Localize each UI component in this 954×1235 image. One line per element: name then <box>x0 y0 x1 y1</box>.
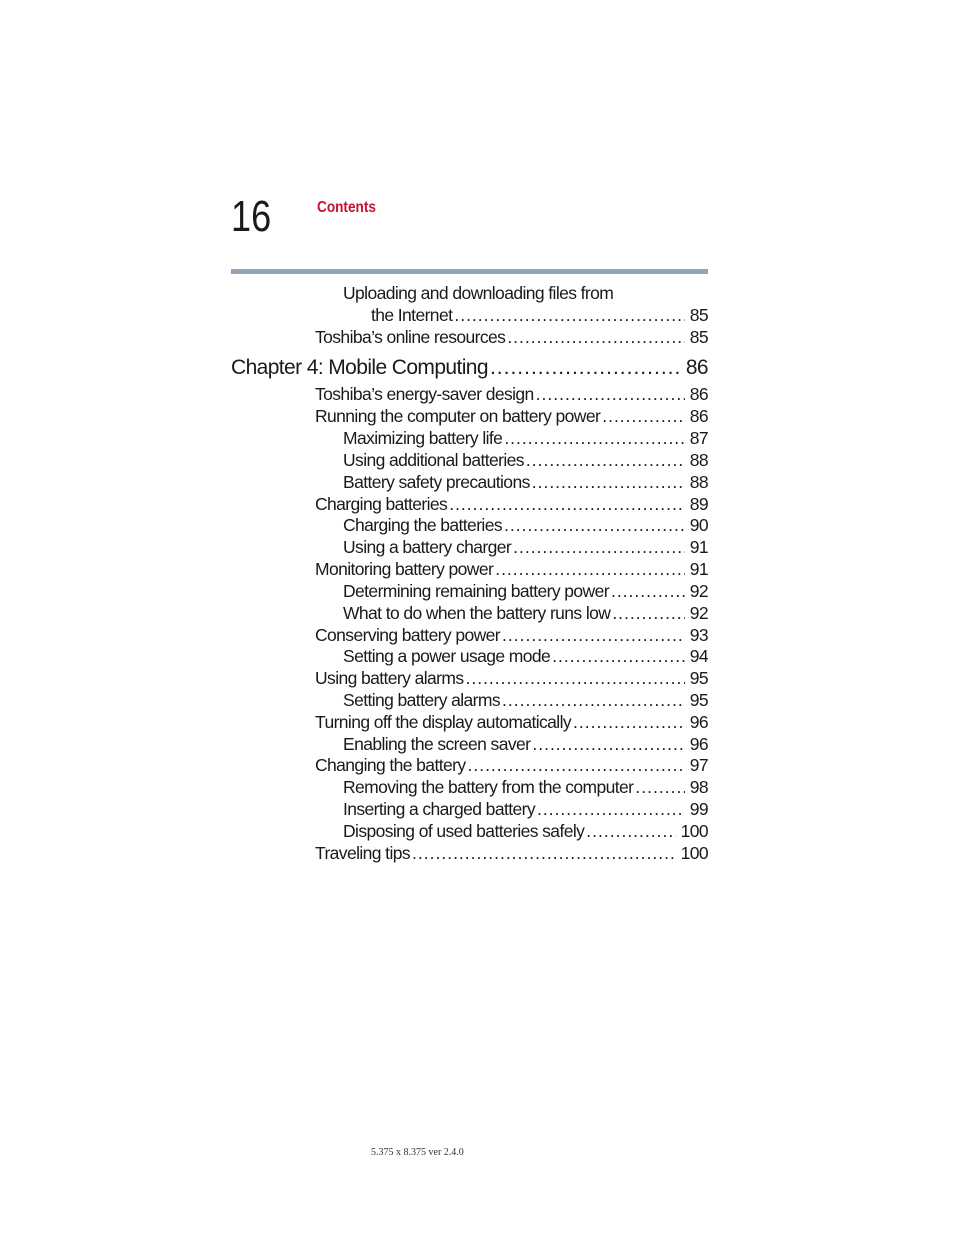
toc-entry <box>343 514 708 536</box>
dot-leader <box>502 689 685 711</box>
toc-entry <box>343 471 708 493</box>
dot-leader <box>465 667 684 689</box>
dot-leader <box>602 405 685 427</box>
toc-entry-page: 92 <box>689 581 708 601</box>
toc-entry <box>343 602 708 624</box>
toc-entry-page: 95 <box>689 690 708 710</box>
toc-entry-page: 91 <box>689 559 708 579</box>
dot-leader <box>504 427 684 449</box>
toc-entry <box>315 667 708 689</box>
dot-leader <box>612 602 684 624</box>
toc-entry-title: What to do when the battery runs low <box>343 603 611 623</box>
toc-entry-page: 85 <box>689 305 708 325</box>
toc-entry <box>343 733 708 755</box>
toc-entry-page: 94 <box>689 646 708 666</box>
toc-entry-title: Using additional batteries <box>343 450 524 470</box>
toc-entry-title: Uploading and downloading files from <box>343 283 614 303</box>
toc-entry-title: Setting a power usage mode <box>343 646 551 666</box>
toc-entry-title: Toshiba’s energy-saver design <box>315 384 534 404</box>
toc-entry-title: Monitoring battery power <box>315 559 494 579</box>
dot-leader <box>513 536 685 558</box>
toc-entry-title: Inserting a charged battery <box>343 799 535 819</box>
dot-leader <box>454 304 684 326</box>
toc-entry <box>343 282 708 304</box>
toc-entry <box>343 689 708 711</box>
toc-entry-title: Running the computer on battery power <box>315 406 601 426</box>
toc-entry-title: Enabling the screen saver <box>343 734 531 754</box>
toc-entry-title: Maximizing battery life <box>343 428 503 448</box>
toc-entry-page: 99 <box>689 799 708 819</box>
toc-entry <box>343 427 708 449</box>
dot-leader <box>532 471 685 493</box>
toc-entry <box>343 776 708 798</box>
toc-entry-page: 100 <box>680 843 708 863</box>
toc-entry-title: Traveling tips <box>315 843 411 863</box>
dot-leader <box>537 798 685 820</box>
dot-leader <box>573 711 685 733</box>
toc-entry-page: 90 <box>689 515 708 535</box>
toc-entry-title: Turning off the display automatically <box>315 712 572 732</box>
toc-entry-page: 88 <box>689 450 708 470</box>
toc-entry-page: 95 <box>689 668 708 688</box>
toc-entry-title: Charging batteries <box>315 494 448 514</box>
toc-entry-title: Using a battery charger <box>343 537 512 557</box>
toc-entry-page: 98 <box>689 777 708 797</box>
dot-leader <box>504 514 685 536</box>
toc-entry <box>343 536 708 558</box>
toc-entry <box>343 449 708 471</box>
toc-entry-page: 86 <box>685 356 708 379</box>
toc-entry-title: Disposing of used batteries safely <box>343 821 585 841</box>
toc-entry <box>315 624 708 646</box>
toc-entry <box>315 326 708 348</box>
toc-entry-page: 97 <box>689 755 708 775</box>
toc-entry <box>343 580 708 602</box>
dot-leader <box>526 449 685 471</box>
dot-leader <box>586 820 675 842</box>
toc-entry <box>315 558 708 580</box>
dot-leader <box>532 733 684 755</box>
dot-leader <box>495 558 685 580</box>
footer-version: 5.375 x 8.375 ver 2.4.0 <box>371 1147 464 1158</box>
dot-leader <box>611 580 685 602</box>
dot-leader <box>635 776 684 798</box>
toc-entry-title: Determining remaining battery power <box>343 581 609 601</box>
dot-leader <box>467 754 684 776</box>
toc-entry <box>315 405 708 427</box>
toc-entry-title: Charging the batteries <box>343 515 502 535</box>
toc-entry-page: 88 <box>689 472 708 492</box>
dot-leader <box>552 645 685 667</box>
toc-entry <box>343 798 708 820</box>
toc-entry-title: Changing the battery <box>315 755 466 775</box>
toc-entry-page: 92 <box>689 603 708 623</box>
toc-entry <box>371 304 708 326</box>
toc-entry <box>343 645 708 667</box>
toc-entry-page: 93 <box>689 625 708 645</box>
toc-chapter-entry <box>231 355 708 381</box>
header-rule <box>231 269 708 274</box>
toc-entry-title: Chapter 4: Mobile Computing <box>231 356 488 379</box>
toc-entry-page: 86 <box>689 406 708 426</box>
toc-entry-title: Battery safety precautions <box>343 472 530 492</box>
dot-leader <box>490 355 681 381</box>
toc-entry-title: Removing the battery from the computer <box>343 777 634 797</box>
toc-entry <box>315 383 708 405</box>
toc-entry-page: 89 <box>689 494 708 514</box>
toc-entry-page: 96 <box>689 734 708 754</box>
page-number: 16 <box>231 192 272 241</box>
toc-entry <box>315 842 708 864</box>
dot-leader <box>507 326 684 348</box>
toc-entry-page: 87 <box>689 428 708 448</box>
dot-leader <box>449 493 685 515</box>
dot-leader <box>502 624 685 646</box>
toc-entry <box>315 754 708 776</box>
section-title: Contents <box>317 199 376 216</box>
dot-leader <box>536 383 685 405</box>
toc-entry-page: 85 <box>689 327 708 347</box>
toc-entry-title: Using battery alarms <box>315 668 464 688</box>
toc-entry-page: 91 <box>689 537 708 557</box>
toc-entry-title: the Internet <box>371 305 453 325</box>
toc-entry-page: 96 <box>689 712 708 732</box>
toc-entry-title: Setting battery alarms <box>343 690 501 710</box>
toc-entry <box>315 711 708 733</box>
toc-entry <box>315 493 708 515</box>
toc-entry-title: Conserving battery power <box>315 625 501 645</box>
toc-entry-page: 100 <box>680 821 708 841</box>
dot-leader <box>412 842 676 864</box>
toc-entry-title: Toshiba’s online resources <box>315 327 506 347</box>
toc-entry <box>343 820 708 842</box>
toc-entry-page: 86 <box>689 384 708 404</box>
